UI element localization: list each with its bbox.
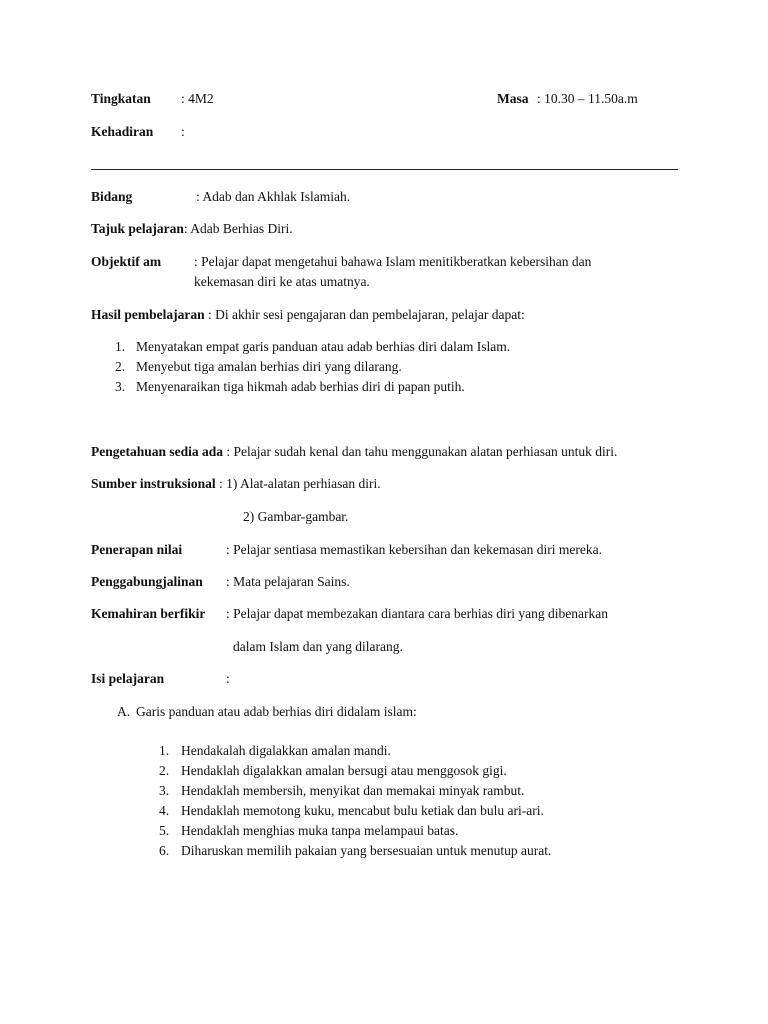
isi-item-num: 1. — [159, 743, 170, 758]
isi-item-text: Hendaklah membersih, menyikat dan memakai minyak rambut. — [181, 783, 525, 798]
hasil-item-text: Menyebut tiga amalan berhias diri yang dilarang. — [136, 359, 402, 374]
kehadiran-label: Kehadiran — [91, 124, 154, 139]
isi-item-text: Hendakalah digalakkan amalan mandi. — [181, 743, 391, 758]
penerapan-value: : Pelajar sentiasa memastikan kebersihan dan kekemasan diri mereka. — [226, 542, 602, 557]
bidang-value: : Adab dan Akhlak Islamiah. — [196, 189, 351, 204]
penerapan-label: Penerapan nilai — [91, 542, 183, 557]
isi-label: Isi pelajaran — [91, 671, 165, 686]
hasil-item-text: Menyenaraikan tiga hikmah adab berhias diri di papan putih. — [136, 379, 465, 394]
isi-item-num: 2. — [159, 763, 170, 778]
tajuk-line — [91, 220, 293, 237]
section-letter: A. — [117, 704, 131, 719]
tajuk-label: Tajuk pelajaran — [91, 221, 184, 236]
isi-item-num: 5. — [159, 823, 170, 838]
objektif-line-2: kekemasan diri ke atas umatnya. — [194, 274, 370, 289]
isi-item-text: Hendaklah digalakkan amalan bersugi atau menggosok gigi. — [181, 763, 507, 778]
section-title: Garis panduan atau adab berhias diri didalam islam: — [136, 704, 417, 719]
isi-item-num: 4. — [159, 803, 170, 818]
hasil-item-num: 2. — [115, 359, 126, 374]
pengetahuan-value: : Pelajar sudah kenal dan tahu menggunakan alatan perhiasan untuk diri. — [223, 444, 618, 459]
bidang-label: Bidang — [91, 189, 133, 204]
masa-value: : 10.30 – 11.50a.m — [537, 91, 638, 106]
separator-line — [91, 169, 678, 170]
hasil-item-num: 1. — [115, 339, 126, 354]
kehadiran-value: : — [181, 124, 185, 139]
isi-value: : — [226, 671, 230, 686]
sumber-label: Sumber instruksional — [91, 476, 216, 491]
tingkatan-value: : 4M2 — [181, 91, 214, 106]
isi-item-text: Diharuskan memilih pakaian yang bersesuaian untuk menutup aurat. — [181, 843, 552, 858]
sumber-value: : 1) Alat-alatan perhiasan diri. — [215, 476, 381, 491]
pengetahuan-line — [91, 443, 617, 460]
objektif-label: Objektif am — [91, 254, 162, 269]
kemahiran-value: : Pelajar dapat membezakan diantara cara berhias diri yang dibenarkan — [226, 606, 608, 621]
hasil-label: Hasil pembelajaran — [91, 307, 205, 322]
isi-item-text: Hendaklah memotong kuku, mencabut bulu ketiak dan bulu ari-ari. — [181, 803, 544, 818]
kemahiran-line-2: dalam Islam dan yang dilarang. — [233, 639, 403, 654]
isi-item-num: 3. — [159, 783, 170, 798]
sumber-line — [91, 475, 381, 492]
hasil-item-num: 3. — [115, 379, 126, 394]
pengetahuan-label: Pengetahuan sedia ada — [91, 444, 224, 459]
sumber-line-2: 2) Gambar-gambar. — [243, 509, 349, 524]
kemahiran-label: Kemahiran berfikir — [91, 606, 206, 621]
penggabungjalinan-label: Penggabungjalinan — [91, 574, 203, 589]
tingkatan-label: Tingkatan — [91, 91, 151, 106]
isi-item-num: 6. — [159, 843, 170, 858]
hasil-value: : Di akhir sesi pengajaran dan pembelajaran, pelajar dapat: — [204, 307, 525, 322]
penggabungjalinan-value: : Mata pelajaran Sains. — [226, 574, 350, 589]
hasil-item-text: Menyatakan empat garis panduan atau adab berhias diri dalam Islam. — [136, 339, 511, 354]
hasil-line — [91, 306, 525, 323]
tajuk-value: : Adab Berhias Diri. — [183, 221, 293, 236]
masa-label: Masa — [497, 91, 529, 106]
isi-item-text: Hendaklah menghias muka tanpa melampaui batas. — [181, 823, 459, 838]
objektif-line-1: : Pelajar dapat mengetahui bahawa Islam menitikberatkan kebersihan dan — [194, 254, 592, 269]
